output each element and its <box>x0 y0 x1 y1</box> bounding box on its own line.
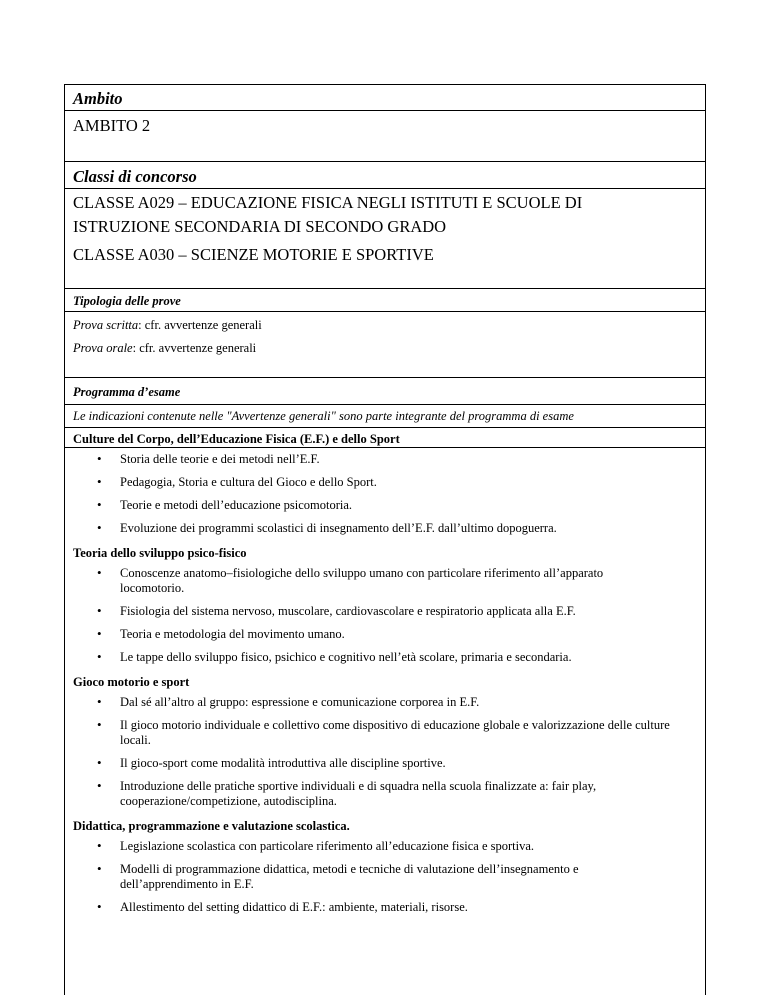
section-body-sviluppo <box>65 562 705 671</box>
list-item: • Evoluzione dei programmi scolastici di insegnamento dell’E.F. dall’ultimo dopoguerra. <box>73 517 699 540</box>
section-body-culture <box>65 448 705 542</box>
section-title-culture: Culture del Corpo, dell’Educazione Fisica (E.F.) e dello Sport <box>65 428 705 448</box>
section-title-gioco: Gioco motorio e sport <box>73 675 190 689</box>
prova-scritta-text: : cfr. avvertenze generali <box>138 318 262 332</box>
programma-note: Le indicazioni contenute nelle "Avvertenze generali" sono parte integrante del programma di esame <box>65 405 705 428</box>
list-item: • Le tappe dello sviluppo fisico, psichico e cognitivo nell’età scolare, primaria e secondaria. <box>73 646 699 669</box>
classi-header: Classi di concorso <box>65 162 705 189</box>
ambito-value: AMBITO 2 <box>73 116 151 135</box>
exam-table <box>64 84 706 995</box>
prova-orale-label: Prova orale <box>73 341 133 355</box>
list-item: • Il gioco motorio individuale e collettivo come dispositivo di educazione globale e valorizzazione delle culture locali. <box>73 714 699 752</box>
list-item: • Il gioco-sport come modalità introduttiva alle discipline sportive. <box>73 752 699 775</box>
ambito-value-cell <box>65 111 705 162</box>
prova-orale-text: : cfr. avvertenze generali <box>132 341 257 355</box>
list-item: • Legislazione scolastica con particolare riferimento all’educazione fisica e sportiva. <box>73 835 699 858</box>
section-body-didattica <box>65 835 705 921</box>
list-item: • Teorie e metodi dell’educazione psicomotoria. <box>73 494 699 517</box>
list-item: • Allestimento del setting didattico di E.F.: ambiente, materiali, risorse. <box>73 896 699 919</box>
section-title-didattica: Didattica, programmazione e valutazione scolastica. <box>73 819 350 833</box>
section-title-sviluppo: Teoria dello sviluppo psico-fisico <box>73 546 247 560</box>
tipologia-values-cell <box>65 312 705 378</box>
list-item: • Teoria e metodologia del movimento umano. <box>73 623 699 646</box>
ambito-header: Ambito <box>65 85 705 111</box>
list-item: • Pedagogia, Storia e cultura del Gioco e dello Sport. <box>73 471 699 494</box>
list-item: • Modelli di programmazione didattica, metodi e tecniche di valutazione dell’insegnamento e dell’apprendimento in E.F. <box>73 858 699 896</box>
list-item: • Fisiologia del sistema nervoso, muscolare, cardiovascolare e respiratorio applicata alla E.F. <box>73 600 699 623</box>
prova-orale <box>73 339 699 357</box>
tipologia-header: Tipologia delle prove <box>65 289 705 312</box>
prova-scritta <box>73 316 699 334</box>
list-item: • Storia delle teorie e dei metodi nell’E.F. <box>73 448 699 471</box>
classe-a029: CLASSE A029 – EDUCAZIONE FISICA NEGLI ISTITUTI E SCUOLE DI ISTRUZIONE SECONDARIA DI SECONDO GRADO <box>73 193 583 236</box>
list-item: • Conoscenze anatomo–fisiologiche dello sviluppo umano con particolare riferimento all’apparato locomotorio. <box>73 562 699 600</box>
prova-scritta-label: Prova scritta <box>73 318 139 332</box>
list-item: • Introduzione delle pratiche sportive individuali e di squadra nella scuola finalizzate a: fair play, cooperazione/competizione, autodisciplina. <box>73 775 699 813</box>
section-body-gioco <box>65 691 705 815</box>
programma-header: Programma d’esame <box>65 378 705 405</box>
list-item: • Dal sé all’altro al gruppo: espressione e comunicazione corporea in E.F. <box>73 691 699 714</box>
classi-values-cell <box>65 189 705 289</box>
classe-a030: CLASSE A030 – SCIENZE MOTORIE E SPORTIVE <box>73 245 434 264</box>
